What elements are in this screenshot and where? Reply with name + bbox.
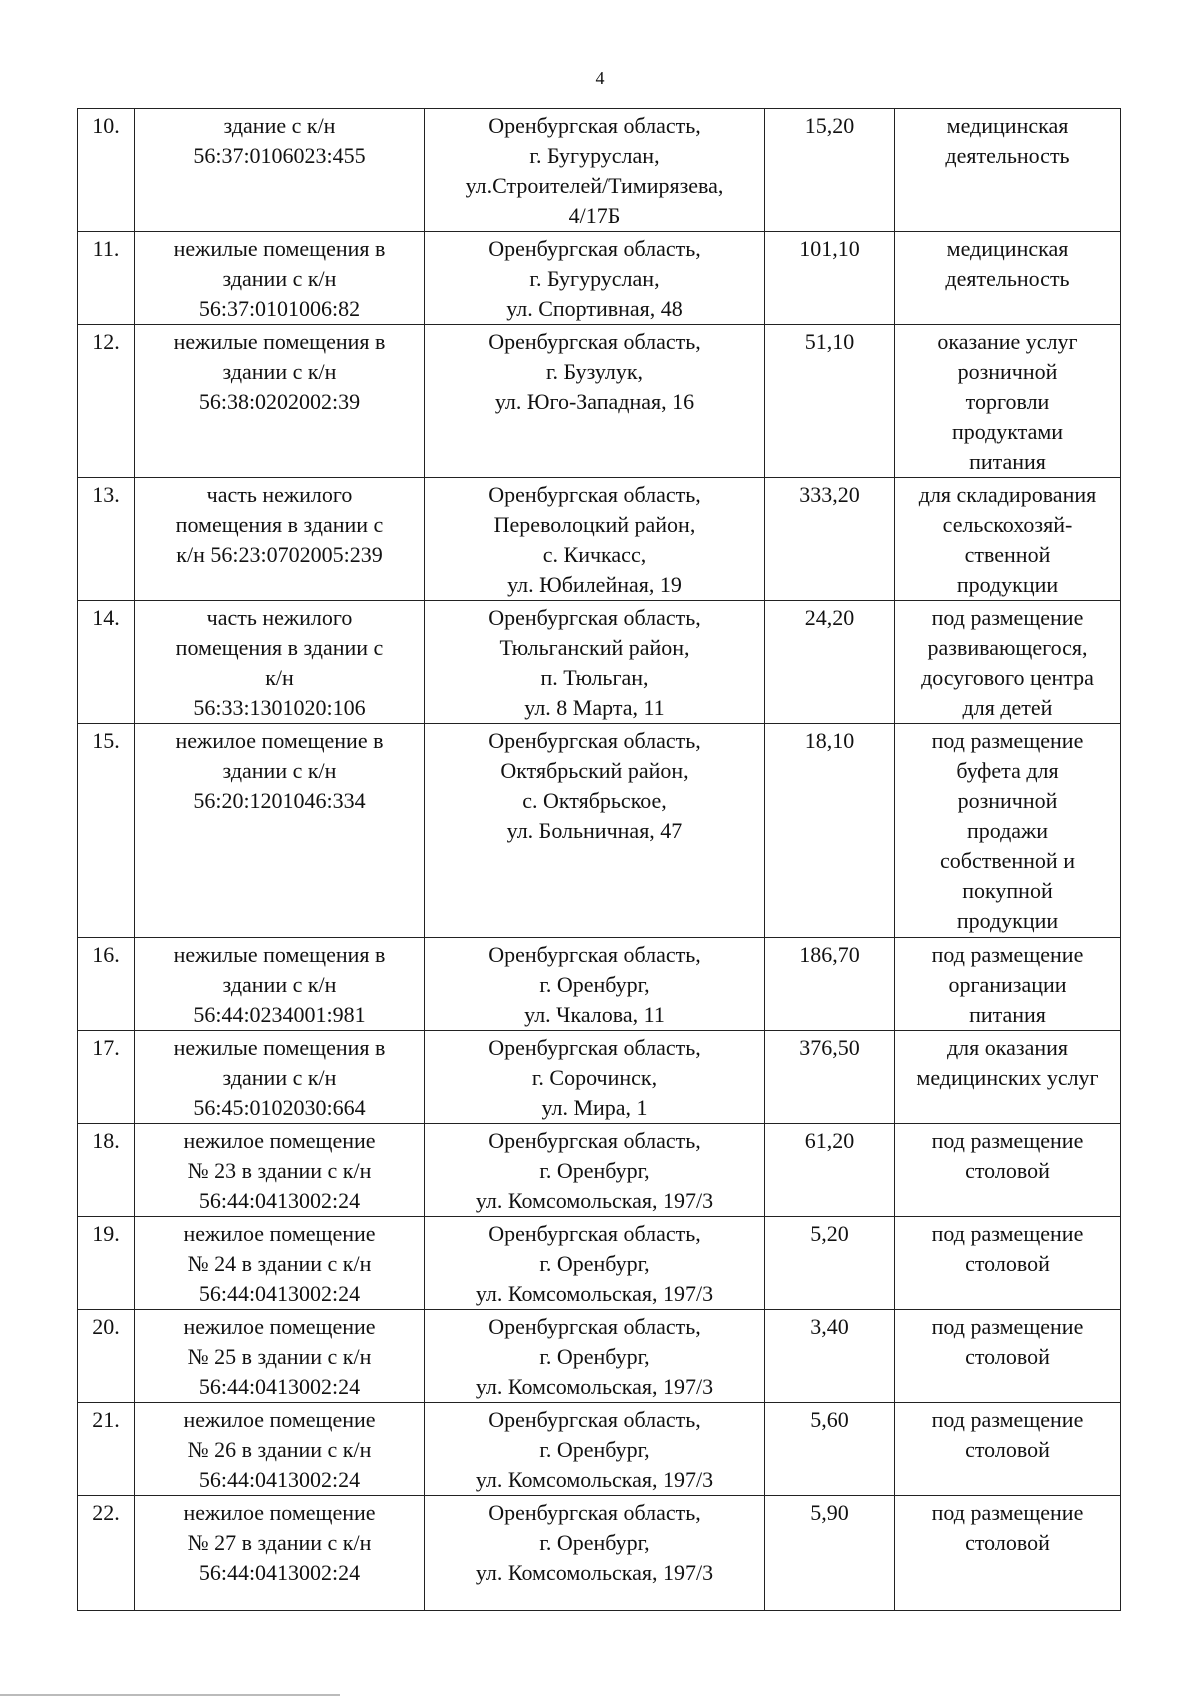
use-cell <box>895 724 1121 938</box>
row-number: 17. <box>78 1031 135 1124</box>
row-number: 21. <box>78 1403 135 1496</box>
use-line: покупной <box>962 878 1053 903</box>
table-row <box>78 724 1121 938</box>
use-line: для складирования <box>918 482 1097 507</box>
address-line: Оренбургская область, <box>488 113 701 138</box>
use-line: продукции <box>956 572 1059 597</box>
object-line: № 27 в здании с к/н <box>187 1530 372 1555</box>
address-line: ул. Мира, 1 <box>541 1095 648 1120</box>
table-row <box>78 938 1121 1031</box>
address-line: ул. Комсомольская, 197/3 <box>475 1467 714 1492</box>
property-table <box>77 108 1121 1611</box>
use-line: развивающегося, <box>927 635 1088 660</box>
object-line: помещения в здании с <box>175 635 384 660</box>
object-line: 56:37:0101006:82 <box>198 296 361 321</box>
address-cell <box>425 938 765 1031</box>
use-line: ственной <box>964 542 1051 567</box>
object-line: 56:44:0413002:24 <box>198 1188 361 1213</box>
area-cell: 3,40 <box>765 1310 895 1403</box>
address-cell <box>425 1310 765 1403</box>
object-line: нежилые помещения в <box>173 942 386 967</box>
use-line: столовой <box>965 1251 1050 1276</box>
object-line: 56:37:0106023:455 <box>193 143 366 168</box>
object-line: к/н 56:23:0702005:239 <box>176 542 383 567</box>
use-line: медицинская <box>946 236 1069 261</box>
address-line: ул. Комсомольская, 197/3 <box>475 1188 714 1213</box>
area-cell: 186,70 <box>765 938 895 1031</box>
address-cell <box>425 601 765 724</box>
address-line: г. Оренбург, <box>539 1158 650 1183</box>
table-row <box>78 1124 1121 1217</box>
object-line: здании с к/н <box>222 359 337 384</box>
object-cell <box>135 325 425 478</box>
object-line: к/н <box>265 665 294 690</box>
use-line: оказание услуг <box>937 329 1078 354</box>
use-line: столовой <box>965 1530 1050 1555</box>
row-number: 14. <box>78 601 135 724</box>
area-cell: 333,20 <box>765 478 895 601</box>
address-cell <box>425 1124 765 1217</box>
use-line: питания <box>969 449 1046 474</box>
address-line: г. Бугуруслан, <box>529 143 660 168</box>
address-line: ул. Комсомольская, 197/3 <box>475 1281 714 1306</box>
use-cell <box>895 232 1121 325</box>
use-line: под размещение <box>931 1221 1084 1246</box>
address-line: г. Бузулук, <box>545 359 644 384</box>
object-line: нежилые помещения в <box>173 236 386 261</box>
table-row <box>78 1217 1121 1310</box>
use-line: питания <box>969 1002 1046 1027</box>
area-cell: 15,20 <box>765 109 895 232</box>
use-line: деятельность <box>945 143 1070 168</box>
address-cell <box>425 325 765 478</box>
object-line: часть нежилого <box>206 482 353 507</box>
object-cell <box>135 1124 425 1217</box>
address-line: ул. Спортивная, 48 <box>506 296 683 321</box>
address-line: с. Октябрьское, <box>522 788 667 813</box>
use-cell <box>895 109 1121 232</box>
object-line: 56:44:0413002:24 <box>198 1560 361 1585</box>
row-number: 12. <box>78 325 135 478</box>
object-cell <box>135 938 425 1031</box>
address-cell <box>425 1496 765 1611</box>
use-cell <box>895 1124 1121 1217</box>
use-line: под размещение <box>931 1500 1084 1525</box>
object-line: часть нежилого <box>206 605 353 630</box>
use-line: досугового центра <box>921 665 1094 690</box>
scan-edge-line <box>0 1694 340 1696</box>
address-line: п. Тюльган, <box>540 665 649 690</box>
area-cell: 18,10 <box>765 724 895 938</box>
address-line: Октябрьский район, <box>500 758 689 783</box>
object-line: нежилое помещение <box>183 1500 376 1525</box>
use-line: под размещение <box>931 1407 1084 1432</box>
address-line: Оренбургская область, <box>488 1221 701 1246</box>
table-row <box>78 1496 1121 1611</box>
address-line: Оренбургская область, <box>488 605 701 630</box>
table-body <box>78 109 1121 1611</box>
address-line: Оренбургская область, <box>488 482 701 507</box>
use-cell <box>895 478 1121 601</box>
address-cell <box>425 1217 765 1310</box>
use-line: организации <box>948 972 1067 997</box>
address-line: Оренбургская область, <box>488 329 701 354</box>
table-row <box>78 1310 1121 1403</box>
area-cell: 5,90 <box>765 1496 895 1611</box>
object-line: 56:38:0202002:39 <box>198 389 361 414</box>
address-line: г. Оренбург, <box>539 1437 650 1462</box>
object-cell <box>135 1496 425 1611</box>
table-row <box>78 1403 1121 1496</box>
use-line: под размещение <box>931 1314 1084 1339</box>
area-cell: 51,10 <box>765 325 895 478</box>
area-cell: 101,10 <box>765 232 895 325</box>
table-row <box>78 1031 1121 1124</box>
address-line: ул. Больничная, 47 <box>506 818 683 843</box>
object-line: № 24 в здании с к/н <box>187 1251 372 1276</box>
use-line: медицинских услуг <box>916 1065 1099 1090</box>
address-line: Тюльганский район, <box>499 635 690 660</box>
table-row <box>78 325 1121 478</box>
row-number: 10. <box>78 109 135 232</box>
use-line: буфета для <box>956 758 1059 783</box>
row-number: 20. <box>78 1310 135 1403</box>
address-line: ул.Строителей/Тимирязева, <box>465 173 724 198</box>
object-line: здание с к/н <box>223 113 336 138</box>
object-line: помещения в здании с <box>175 512 384 537</box>
address-line: г. Оренбург, <box>539 1344 650 1369</box>
address-cell <box>425 109 765 232</box>
object-line: 56:20:1201046:334 <box>193 788 366 813</box>
address-line: ул. 8 Марта, 11 <box>524 695 665 720</box>
address-line: Оренбургская область, <box>488 1314 701 1339</box>
area-cell: 61,20 <box>765 1124 895 1217</box>
row-number: 13. <box>78 478 135 601</box>
address-line: Оренбургская область, <box>488 728 701 753</box>
address-cell <box>425 1403 765 1496</box>
object-line: нежилые помещения в <box>173 329 386 354</box>
object-line: нежилое помещение <box>183 1128 376 1153</box>
row-number: 16. <box>78 938 135 1031</box>
area-cell: 376,50 <box>765 1031 895 1124</box>
row-number: 19. <box>78 1217 135 1310</box>
address-line: ул. Комсомольская, 197/3 <box>475 1374 714 1399</box>
use-line: торговли <box>965 389 1050 414</box>
table-row <box>78 109 1121 232</box>
use-line: продажи <box>966 818 1049 843</box>
row-number: 22. <box>78 1496 135 1611</box>
use-line: розничной <box>957 788 1058 813</box>
address-line: Оренбургская область, <box>488 236 701 261</box>
use-line: под размещение <box>931 605 1084 630</box>
address-cell <box>425 724 765 938</box>
object-line: 56:44:0413002:24 <box>198 1374 361 1399</box>
address-cell <box>425 1031 765 1124</box>
address-cell <box>425 478 765 601</box>
use-cell <box>895 1496 1121 1611</box>
object-line: № 25 в здании с к/н <box>187 1344 372 1369</box>
use-line: под размещение <box>931 728 1084 753</box>
object-line: 56:45:0102030:664 <box>193 1095 366 1120</box>
use-cell <box>895 1403 1121 1496</box>
area-cell: 5,60 <box>765 1403 895 1496</box>
object-line: 56:33:1301020:106 <box>193 695 366 720</box>
object-line: № 26 в здании с к/н <box>187 1437 372 1462</box>
address-line: Оренбургская область, <box>488 942 701 967</box>
object-cell <box>135 478 425 601</box>
use-line: столовой <box>965 1158 1050 1183</box>
address-line: Оренбургская область, <box>488 1035 701 1060</box>
row-number: 11. <box>78 232 135 325</box>
address-line: ул. Юго-Западная, 16 <box>494 389 695 414</box>
table-row <box>78 601 1121 724</box>
object-cell <box>135 1310 425 1403</box>
object-line: здании с к/н <box>222 266 337 291</box>
use-line: продукции <box>956 908 1059 933</box>
address-line: 4/17Б <box>568 203 621 228</box>
object-line: нежилое помещение <box>183 1407 376 1432</box>
row-number: 15. <box>78 724 135 938</box>
use-line: деятельность <box>945 266 1070 291</box>
object-cell <box>135 1403 425 1496</box>
use-line: под размещение <box>931 942 1084 967</box>
address-line: Оренбургская область, <box>488 1500 701 1525</box>
object-cell <box>135 1031 425 1124</box>
use-cell <box>895 1310 1121 1403</box>
use-line: столовой <box>965 1344 1050 1369</box>
table-row <box>78 232 1121 325</box>
address-line: г. Оренбург, <box>539 1251 650 1276</box>
object-line: нежилое помещение <box>183 1314 376 1339</box>
address-line: ул. Чкалова, 11 <box>524 1002 665 1027</box>
use-cell <box>895 938 1121 1031</box>
address-line: ул. Комсомольская, 197/3 <box>475 1560 714 1585</box>
object-line: нежилое помещение <box>183 1221 376 1246</box>
object-line: 56:44:0413002:24 <box>198 1467 361 1492</box>
use-line: собственной и <box>940 848 1075 873</box>
use-line: продуктами <box>951 419 1064 444</box>
address-line: с. Кичкасс, <box>542 542 647 567</box>
use-line: под размещение <box>931 1128 1084 1153</box>
use-line: сельскохозяй- <box>942 512 1073 537</box>
use-line: столовой <box>965 1437 1050 1462</box>
address-line: Переволоцкий район, <box>493 512 696 537</box>
use-line: для детей <box>962 695 1053 720</box>
use-cell <box>895 1217 1121 1310</box>
use-line: розничной <box>957 359 1058 384</box>
address-line: г. Сорочинск, <box>531 1065 658 1090</box>
object-line: нежилое помещение в <box>175 728 384 753</box>
use-line: медицинская <box>946 113 1069 138</box>
table-row <box>78 478 1121 601</box>
use-line: для оказания <box>946 1035 1069 1060</box>
row-number: 18. <box>78 1124 135 1217</box>
object-cell <box>135 232 425 325</box>
use-cell <box>895 325 1121 478</box>
address-line: ул. Юбилейная, 19 <box>507 572 682 597</box>
address-line: г. Оренбург, <box>539 1530 650 1555</box>
object-line: 56:44:0413002:24 <box>198 1281 361 1306</box>
address-line: Оренбургская область, <box>488 1128 701 1153</box>
object-cell <box>135 1217 425 1310</box>
object-cell <box>135 109 425 232</box>
object-cell <box>135 601 425 724</box>
object-line: здании с к/н <box>222 758 337 783</box>
page-number: 4 <box>595 68 605 88</box>
area-cell: 24,20 <box>765 601 895 724</box>
object-cell <box>135 724 425 938</box>
address-line: г. Бугуруслан, <box>529 266 660 291</box>
area-cell: 5,20 <box>765 1217 895 1310</box>
address-line: г. Оренбург, <box>539 972 650 997</box>
address-cell <box>425 232 765 325</box>
object-line: здании с к/н <box>222 1065 337 1090</box>
address-line: Оренбургская область, <box>488 1407 701 1432</box>
object-line: № 23 в здании с к/н <box>187 1158 372 1183</box>
use-cell <box>895 1031 1121 1124</box>
use-cell <box>895 601 1121 724</box>
object-line: нежилые помещения в <box>173 1035 386 1060</box>
object-line: 56:44:0234001:981 <box>193 1002 366 1027</box>
object-line: здании с к/н <box>222 972 337 997</box>
